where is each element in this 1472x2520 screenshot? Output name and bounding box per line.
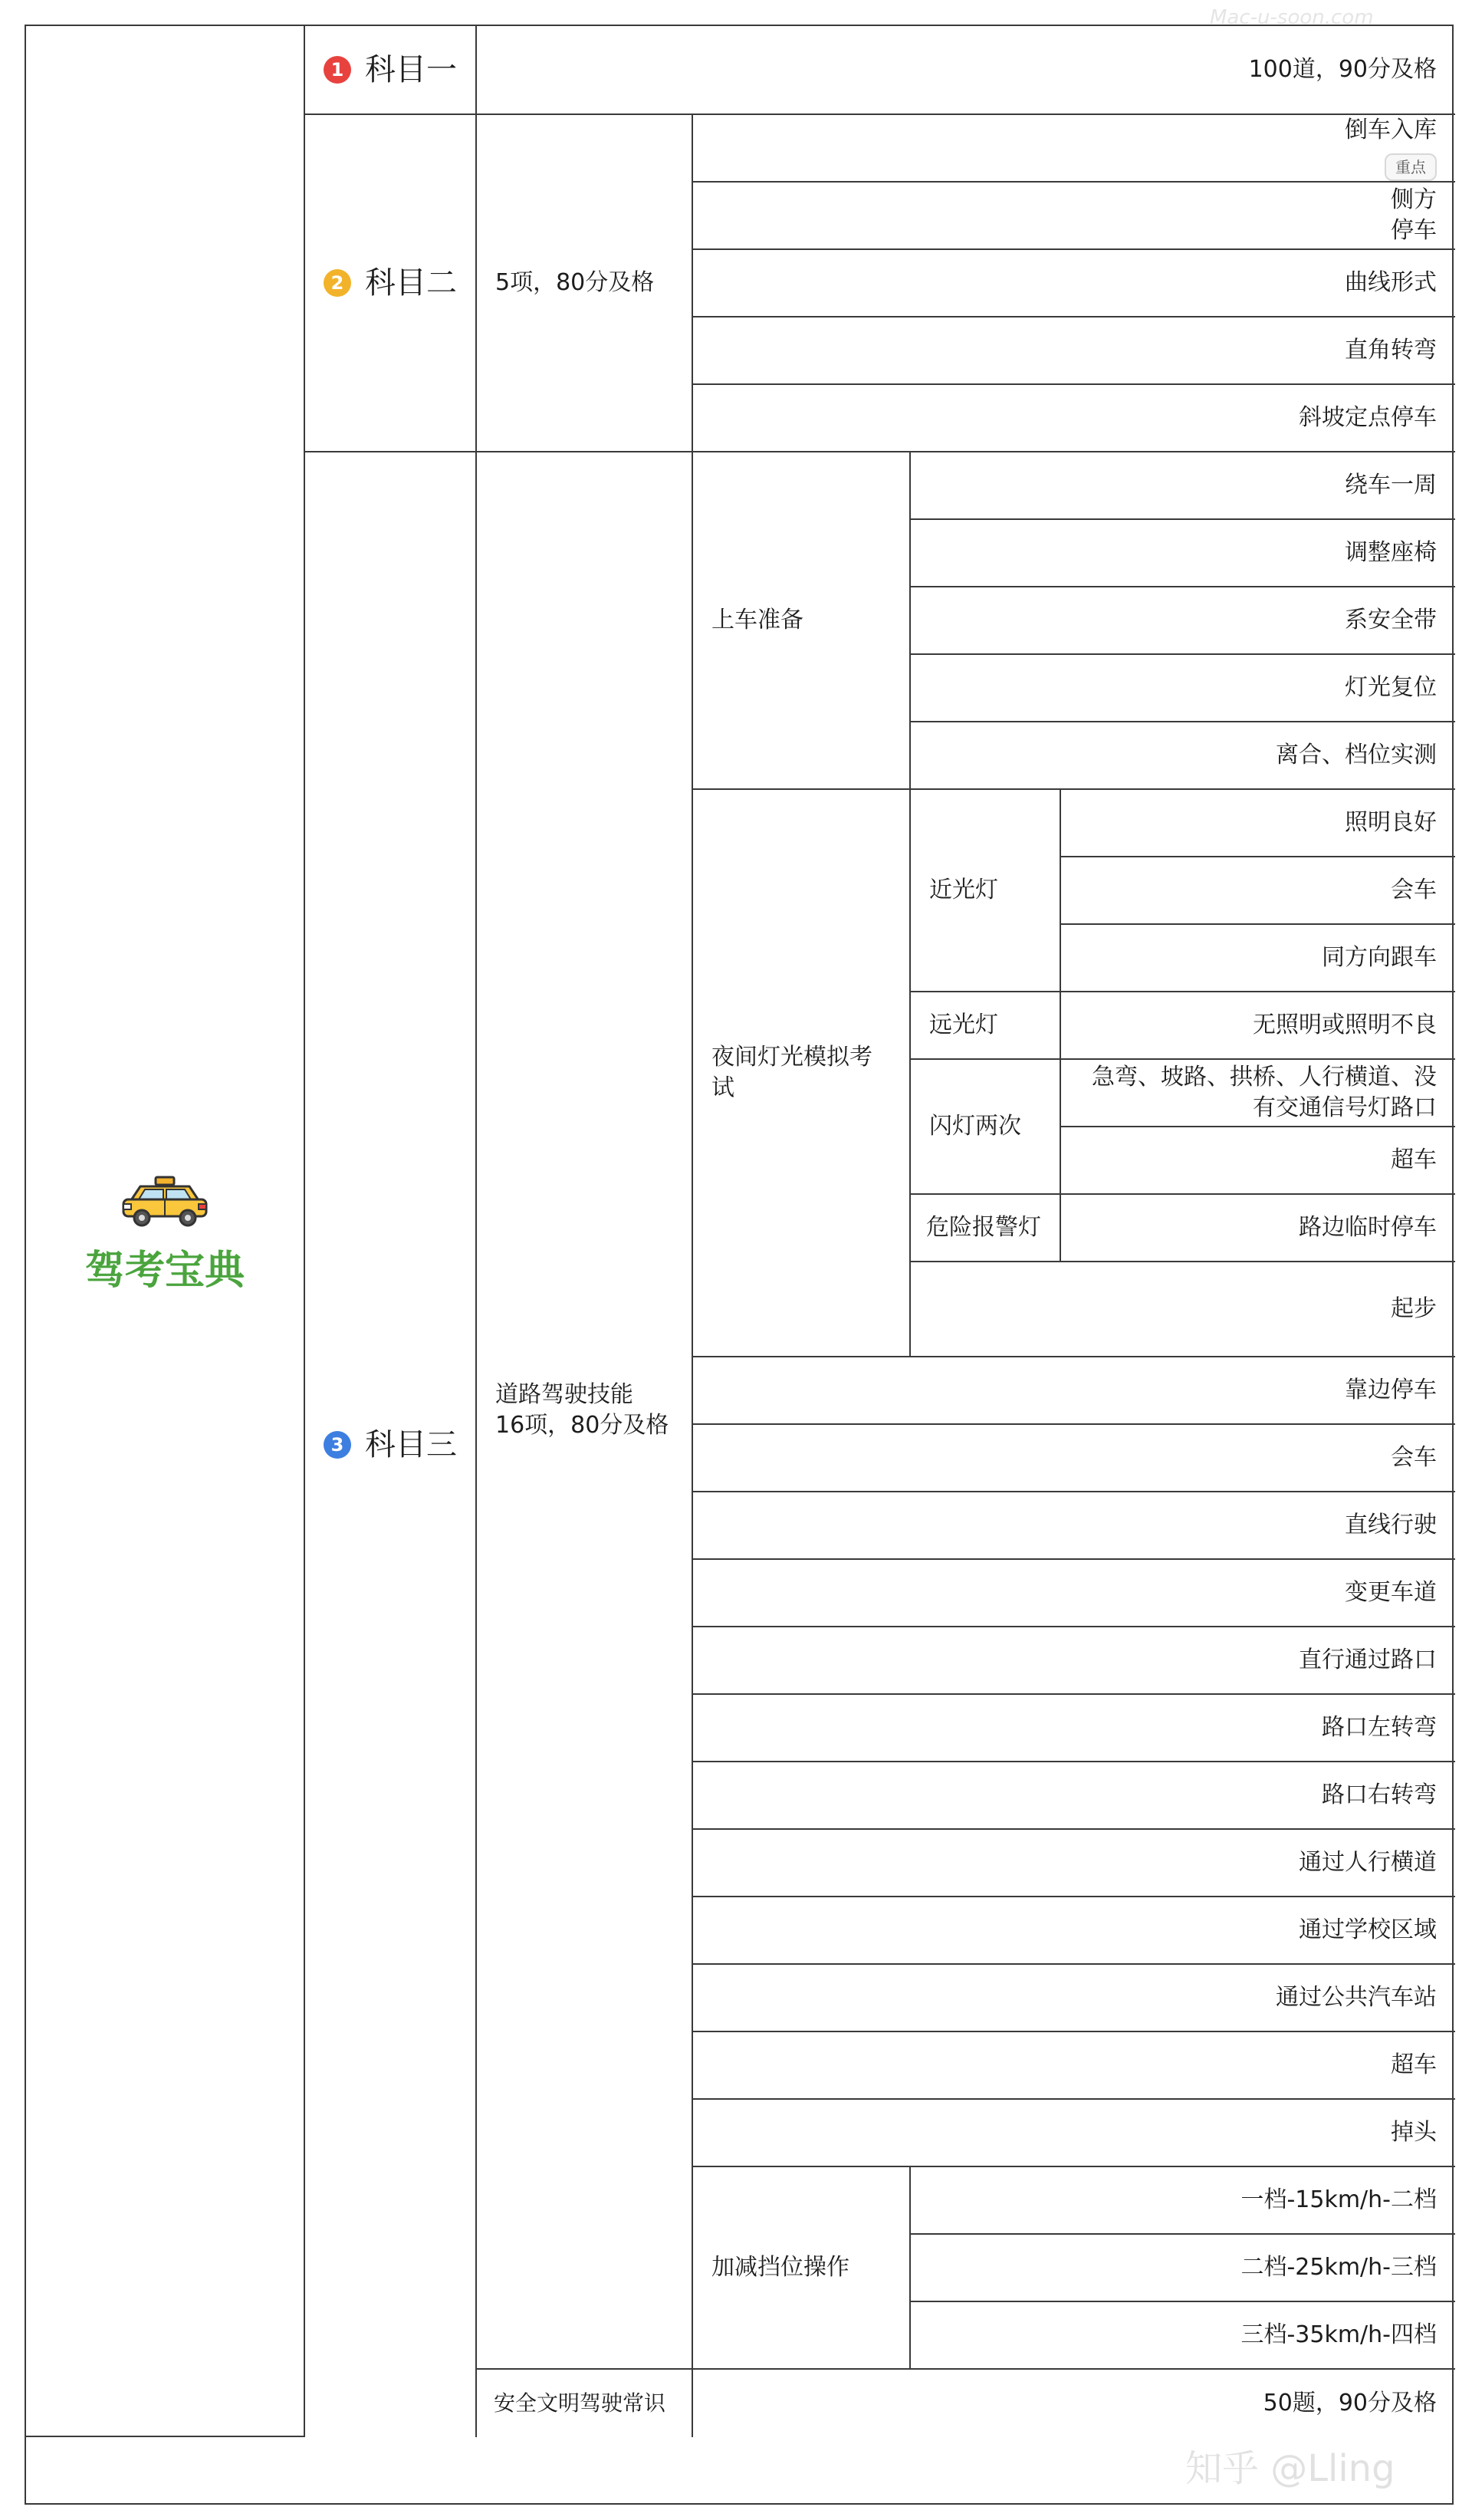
watermark-top: Mac-u-soon.com (1210, 6, 1374, 29)
prep-item-2: 调整座椅 (911, 520, 1455, 587)
road-item-10: 通过学校区域 (693, 1897, 1455, 1965)
prep-label: 上车准备 (693, 452, 911, 790)
key-point-badge: 重点 (1385, 153, 1437, 181)
gear-item-1: 一档-15km/h-二档 (911, 2167, 1455, 2235)
subject-2-desc: 5项，80分及格 (477, 115, 693, 452)
prep-item-1: 绕车一周 (911, 452, 1455, 520)
flash-item-2: 超车 (1061, 1127, 1455, 1195)
road-item-2: 靠边停车 (693, 1357, 1455, 1425)
prep-item-3: 系安全带 (911, 587, 1455, 655)
number-1-icon: 1 (324, 56, 351, 84)
subject-1-desc: 100道，90分及格 (477, 26, 1455, 115)
subject-1-name: 科目一 (365, 52, 457, 87)
prep-item-4: 灯光复位 (911, 655, 1455, 722)
subject-2-name: 科目二 (365, 265, 457, 301)
s2-item-2 (693, 183, 1455, 250)
subject-1 (305, 26, 477, 115)
road-item-5: 变更车道 (693, 1560, 1455, 1627)
high-beam-item-1: 无照明或照明不良 (1061, 992, 1455, 1060)
s2-item-1 (693, 115, 1455, 183)
road-skills-text: 道路驾驶技能 16项，80分及格 (495, 1381, 669, 1439)
night-label: 夜间灯光模拟考试 (693, 790, 911, 1357)
number-3-icon: 3 (324, 1431, 351, 1459)
road-item-12: 超车 (693, 2032, 1455, 2100)
logo-cell (26, 26, 305, 2437)
subject-2 (305, 115, 477, 452)
gear-item-3: 三档-35km/h-四档 (911, 2302, 1455, 2370)
s2-item-5: 斜坡定点停车 (693, 385, 1455, 452)
number-2-icon: 2 (324, 269, 351, 297)
safe-driving-label: 安全文明驾驶常识 (477, 2370, 693, 2437)
high-beam-label: 远光灯 (911, 992, 1061, 1060)
s2-item-4: 直角转弯 (693, 317, 1455, 385)
taxi-icon (119, 1176, 211, 1229)
low-beam-item-3: 同方向跟车 (1061, 925, 1455, 992)
low-beam-item-2: 会车 (1061, 857, 1455, 925)
road-item-9: 通过人行横道 (693, 1830, 1455, 1897)
gear-item-2: 二档-25km/h-三档 (911, 2235, 1455, 2302)
exam-table (25, 25, 1454, 2505)
road-item-7: 路口左转弯 (693, 1695, 1455, 1762)
road-item-11: 通过公共汽车站 (693, 1965, 1455, 2032)
gear-label: 加减挡位操作 (693, 2167, 911, 2370)
road-item-13: 掉头 (693, 2100, 1455, 2167)
safe-driving-desc: 50题，90分及格 (1263, 2390, 1437, 2416)
road-item-3: 会车 (693, 1425, 1455, 1492)
flash-label: 闪灯两次 (911, 1060, 1061, 1195)
road-item-4: 直线行驶 (693, 1492, 1455, 1560)
subject-3-name: 科目三 (365, 1427, 457, 1462)
road-item-6: 直行通过路口 (693, 1627, 1455, 1695)
low-beam-item-1: 照明良好 (1061, 790, 1455, 857)
prep-item-5: 离合、档位实测 (911, 722, 1455, 790)
hazard-label: 危险报警灯 (911, 1195, 1061, 1262)
subject-3 (305, 452, 477, 2437)
road-item-1: 起步 (693, 1262, 1455, 1357)
hazard-item-1: 路边临时停车 (1061, 1195, 1455, 1262)
watermark-bottom: 知乎 @Lling (1185, 2447, 1395, 2490)
s2-item-3: 曲线形式 (693, 250, 1455, 317)
logo-text: 驾考宝典 (84, 1248, 245, 1294)
flash-item-1: 急弯、坡路、拱桥、人行横道、没有交通信号灯路口 (1061, 1060, 1455, 1127)
road-item-8: 路口右转弯 (693, 1762, 1455, 1830)
s2-item-2-label: 侧方 停车 (1391, 186, 1437, 244)
s2-item-1-label: 倒车入库 (1345, 117, 1437, 143)
road-skills-label (477, 452, 693, 2370)
low-beam-label: 近光灯 (911, 790, 1061, 992)
